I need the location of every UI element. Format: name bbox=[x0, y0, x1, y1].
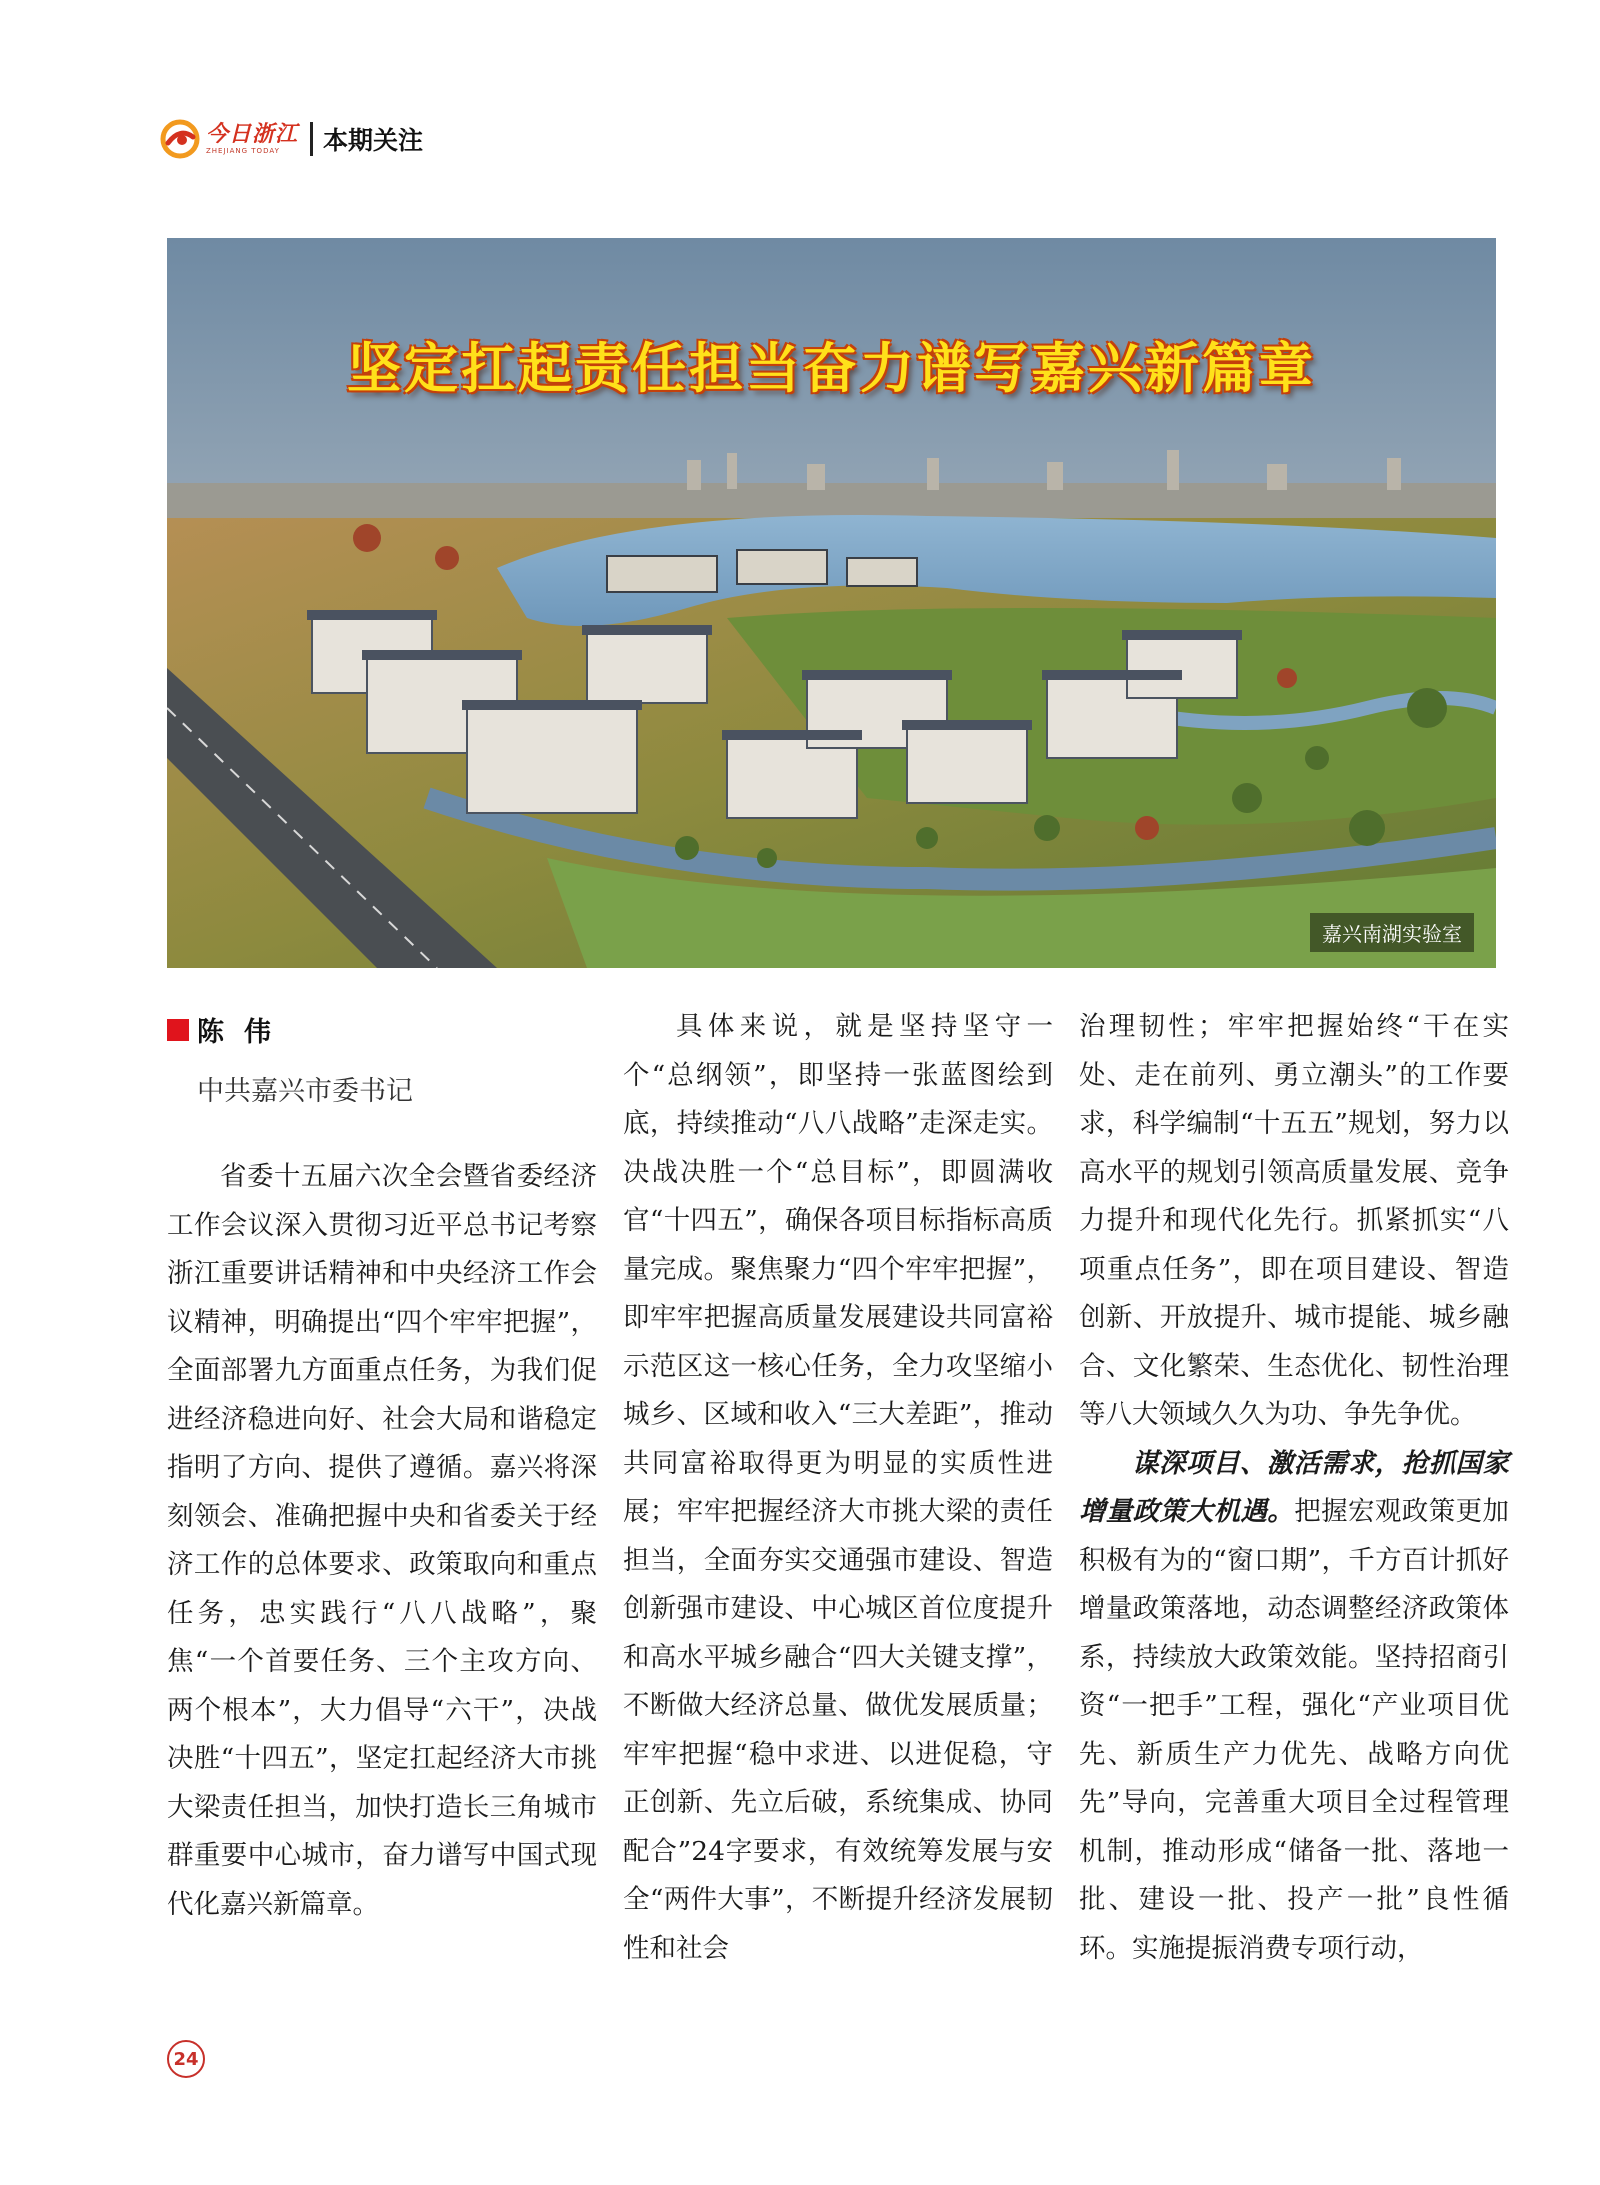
page-number: 24 bbox=[167, 2040, 205, 2078]
photo-caption: 嘉兴南湖实验室 bbox=[1310, 913, 1474, 952]
paragraph: 治理韧性；牢牢把握始终“干在实处、走在前列、勇立潮头”的工作要求，科学编制“十五五”规划，努力以高水平的规划引领高质量发展、竞争力提升和现代化先行。抓紧抓实“八项重点任务”，即在项目建设、智造创新、开放提升、城市提能、城乡融合、文化繁荣、生态优化、韧性治理等八大领域久久为功、争先争优。 bbox=[1079, 1011, 1509, 1430]
author-title: 中共嘉兴市委书记 bbox=[197, 1076, 413, 1107]
paragraph-lead: 谋深项目、激活需求，抢抓国家增量政策大机遇。 bbox=[1079, 1447, 1509, 1527]
article-column-1 bbox=[167, 1153, 597, 1929]
hero-photo bbox=[167, 238, 1496, 968]
paragraph: 具体来说，就是坚持坚守一个“总纲领”，即坚持一张蓝图绘到底，持续推动“八八战略”走深走实。决战决胜一个“总目标”，即圆满收官“十四五”，确保各项目标指标高质量完成。聚焦聚力“四个牢牢把握”，即牢牢把握高质量发展建设共同富裕示范区这一核心任务，全力攻坚缩小城乡、区域和收入“三大差距”，推动共同富裕取得更为明显的实质性进展；牢牢把握经济大市挑大梁的责任担当，全面夯实交通强市建设、智造创新强市建设、中心城区首位度提升和高水平城乡融合“四大关键支撑”，不断做大经济总量、做优发展质量；牢牢把握“稳中求进、以进促稳，守正创新、先立后破，系统集成、协同配合”24字要求，有效统筹发展与安全“两件大事”，不断提升经济发展韧性和社会 bbox=[623, 1011, 1053, 1964]
section-title: 本期关注 bbox=[323, 126, 424, 155]
hero-title: 坚定扛起责任担当奋力谱写嘉兴新篇章 bbox=[347, 337, 1316, 400]
header-divider bbox=[310, 122, 313, 156]
magazine-logo-text bbox=[206, 123, 298, 155]
article-column-2 bbox=[623, 1003, 1053, 1973]
paragraph-with-lead bbox=[1079, 1440, 1509, 1974]
author-block bbox=[167, 1010, 413, 1108]
author-name: 陈伟 bbox=[197, 1017, 291, 1048]
paragraph: 省委十五届六次全会暨省委经济工作会议深入贯彻习近平总书记考察浙江重要讲话精神和中央经济工作会议精神，明确提出“四个牢牢把握”，全面部署九方面重点任务，为我们促进经济稳进向好、社会大局和谐稳定指明了方向、提供了遵循。嘉兴将深刻领会、准确把握中央和省委关于经济工作的总体要求、政策取向和重点任务，忠实践行“八八战略”，聚焦“一个首要任务、三个主攻方向、两个根本”，大力倡导“六干”，决战决胜“十四五”，坚定扛起经济大市挑大梁责任担当，加快打造长三角城市群重要中心城市，奋力谱写中国式现代化嘉兴新篇章。 bbox=[167, 1161, 597, 1920]
magazine-logo-icon bbox=[160, 119, 200, 159]
red-square-marker bbox=[167, 1019, 189, 1041]
article-column-3 bbox=[1079, 1003, 1509, 1973]
author-line bbox=[167, 1010, 413, 1049]
logo-chinese: 今日浙江 bbox=[206, 121, 299, 147]
logo-english: ZHEJIANG TODAY bbox=[206, 147, 280, 155]
magazine-header bbox=[160, 118, 423, 160]
paragraph-body: 把握宏观政策更加积极有为的“窗口期”，千方百计抓好增量政策落地，动态调整经济政策体系，持续放大政策效能。坚持招商引资“一把手”工程，强化“产业项目优先、新质生产力优先、战略方向优先”导向，完善重大项目全过程管理机制，推动形成“储备一批、落地一批、建设一批、投产一批”良性循环。实施提振消费专项行动， bbox=[1079, 1496, 1510, 1964]
